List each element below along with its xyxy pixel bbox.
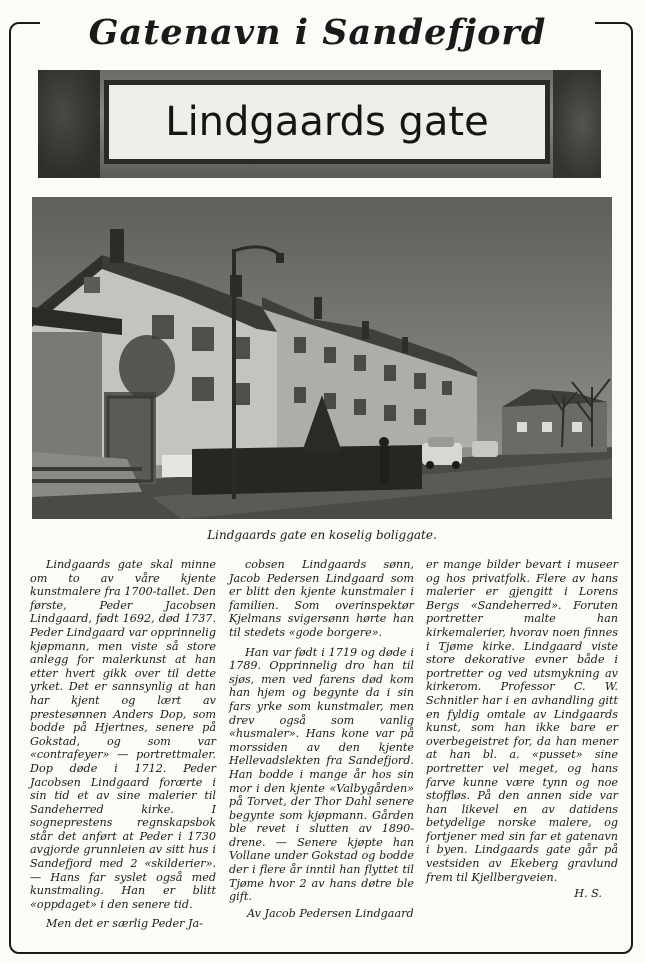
tree-right	[553, 70, 601, 178]
headline: Gatenavn i Sandefjord	[40, 10, 595, 56]
paragraph: Lindgaards gate skal minne om to av våre kjente kunstmalere fra 1700-tallet. Den første, Peder Jacobsen Lindgaard, født 1692, død 1737. Peder Lindgaard var opprinnelig kjøpmann, men viste så store anlegg for malerkunst at han etter hvert gikk over til dette yrket. Det er sannsynlig at han har kjent og lært av prestesønnen Anders Dop, som bodde på Hjertnes, senere på Gokstad, og som var «contrafeyer» — portrettmaler. Dop døde i 1712. Peder Jacobsen Lindgaard forærte i sin tid et av sine malerier til Sandeherred kirke. I sogneprestens regnskapsbok står det anført at Peder i 1730 avgjorde grunnleien av sitt hus i Sandefjord med 2 «skilderier». — Hans far syslet også med kunstmaling. Han er blitt «oppdaget» i den senere tid.	[30, 558, 216, 911]
paragraph: Han var født i 1719 og døde i 1789. Opprinnelig dro han til sjøs, men ved farens død kom han hjem og begynte da i sin fars yrke som kunstmaler, men drev også som vanlig «husmaler». Hans kone var på morssiden av den kjente Hellevadslekten fra Sandefjord. Han bodde i mange år hos sin mor i den kjente «Valbygården» på Torvet, der Thor Dahl senere begynte som kjøpmann. Gården ble revet i slutten av 1890-drene. — Senere kjøpte han Vollane under Gokstad og bodde der i flere år inntil han flyttet til Tjøme hvor 2 av hans døtre ble gift.	[229, 645, 414, 904]
article-column-3	[426, 558, 618, 901]
tree-left	[38, 70, 100, 178]
byline: Av Jacob Pedersen Lindgaard	[247, 906, 414, 920]
street-sign-photo	[38, 70, 601, 178]
paragraph: Men det er særlig Peder Ja-	[46, 917, 203, 931]
paragraph: er mange bilder bevart i museer og hos privatfolk. Flere av hans malerier er gjengitt i Lorens Bergs «Sandeherred». Foruten portretter malte han kirkemalerier, hvorav noen finnes i Tjøme kirke. Lindgaard viste store dekorative evner både i portretter og ved utsmykning av kirkerom. Professor C. W. Schnitler har i en avhandling gitt en fyldig omtale av Lindgaards kunst, som han ikke bare er overbegeistret for, da han mener at han bl. a. «pusset» sine portretter vel meget, og hans farve kunne være tynn og noe stoffløs. På den annen side var han likevel en av datidens betydelige norske malere, og fortjener med sin far et gatenavn i byen. Lindgaards gate går på vestsiden av Ekeberg gravlund frem til Kjellbergveien.	[426, 558, 618, 884]
street-sign: Lindgaards gate	[104, 80, 550, 164]
author-signoff: H. S.	[574, 887, 602, 901]
paragraph: cobsen Lindgaards sønn, Jacob Pedersen Lindgaard som er blitt den kjente kunstmaler i familien. Som overinspektør Kjelmans svigersønn hørte han til stedets «gode borgere».	[229, 558, 414, 639]
article-column-2	[229, 558, 414, 920]
article-column-1	[30, 558, 216, 931]
street-photo	[32, 197, 612, 519]
photo-caption: Lindgaards gate en koselig boliggate.	[207, 528, 437, 542]
